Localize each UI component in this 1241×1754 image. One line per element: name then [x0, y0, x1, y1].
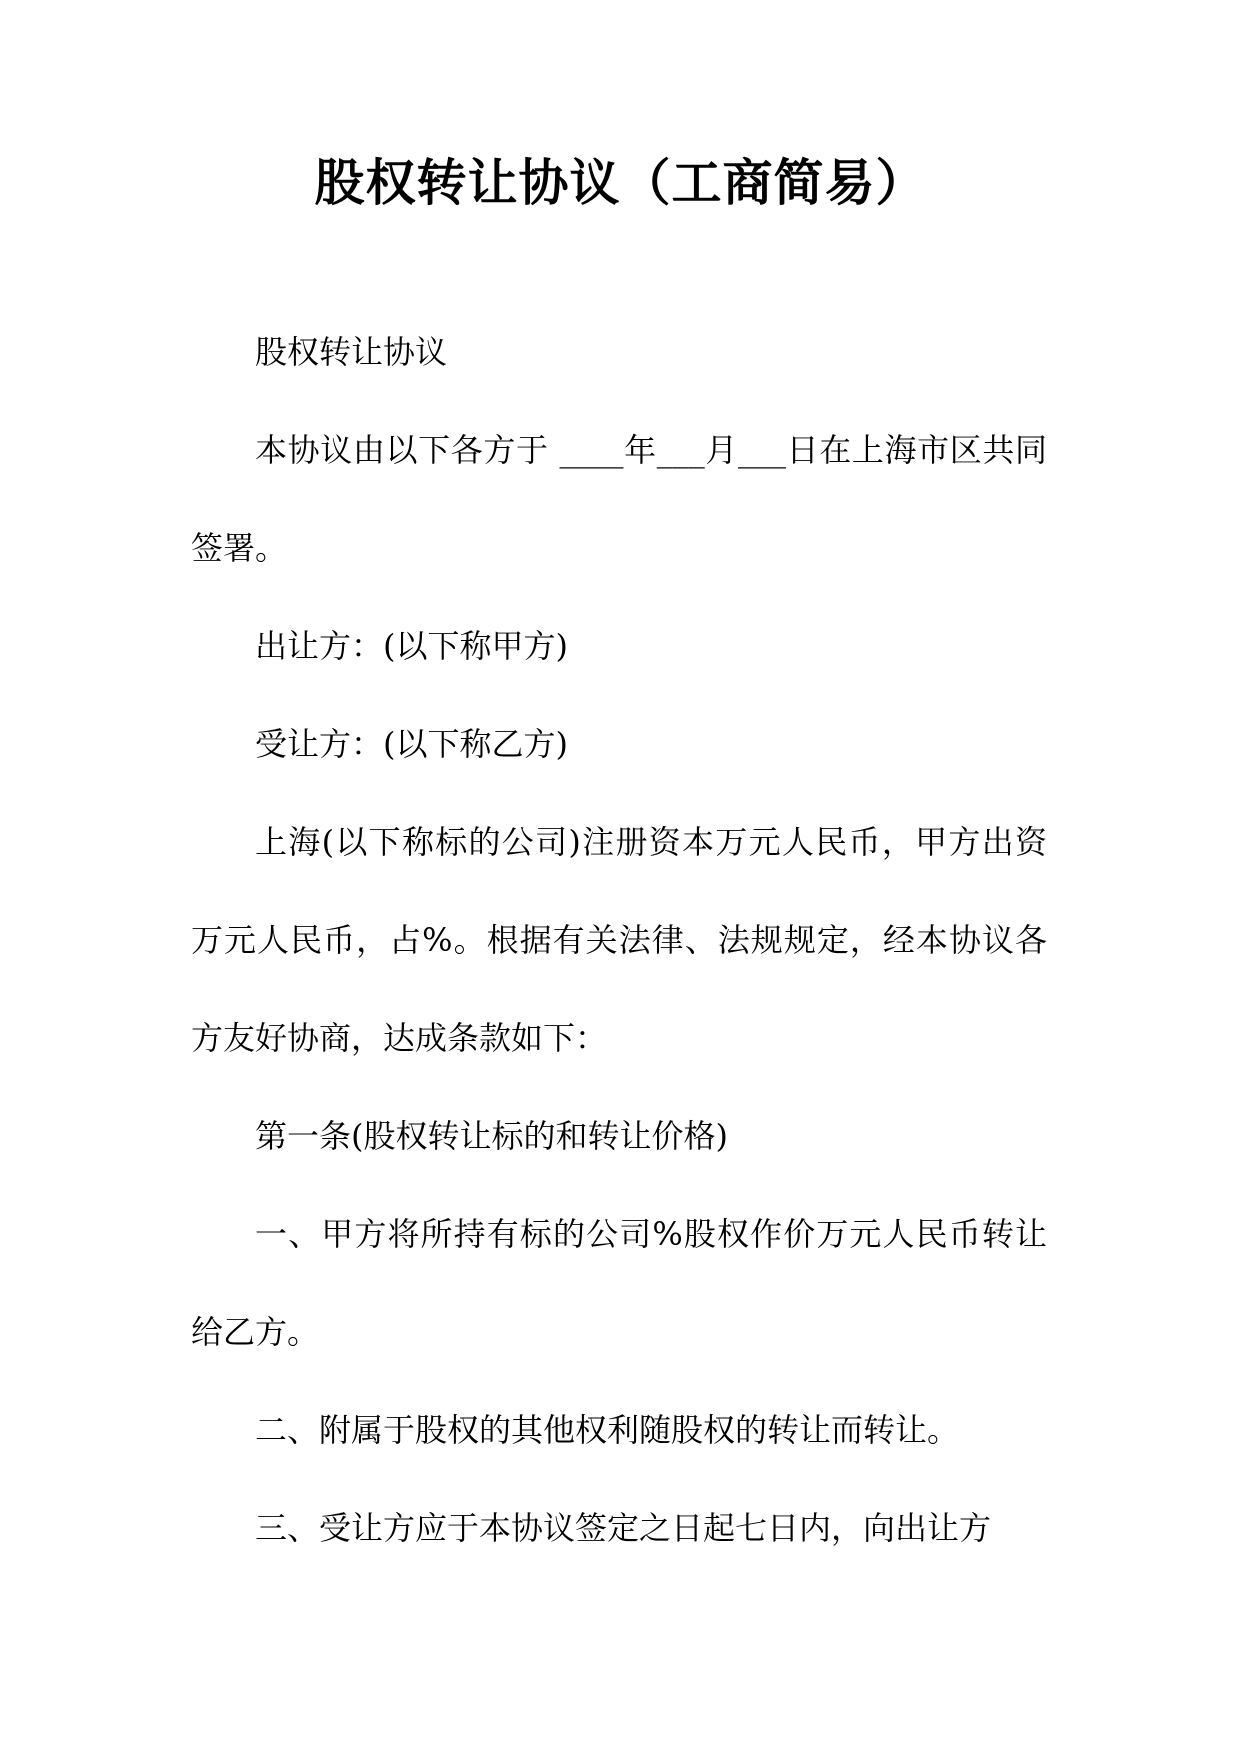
paragraph-clause-one: 一、甲方将所持有标的公司%股权作价万元人民币转让给乙方。 [191, 1215, 1047, 1351]
paragraph-signing-date: 本协议由以下各方于 ____年___月___日在上海市区共同签署。 [191, 431, 1047, 567]
paragraph-transferor: 出让方：(以下称甲方) [255, 627, 568, 665]
paragraph-transferee: 受让方：(以下称乙方) [255, 725, 568, 763]
document-body [191, 303, 1047, 1577]
paragraph-company-capital: 上海(以下称标的公司)注册资本万元人民币，甲方出资万元人民币，占%。根据有关法律、法规规定，经本协议各方友好协商，达成条款如下： [191, 823, 1047, 1057]
paragraph-article-one: 第一条(股权转让标的和转让价格) [255, 1117, 728, 1155]
paragraph-clause-two: 二、附属于股权的其他权利随股权的转让而转让。 [255, 1411, 960, 1449]
paragraph-clause-three: 三、受让方应于本协议签定之日起七日内，向出让方 [255, 1509, 992, 1547]
document-title: 股权转让协议（工商简易） [314, 154, 927, 212]
paragraph-heading: 股权转让协议 [255, 333, 448, 371]
